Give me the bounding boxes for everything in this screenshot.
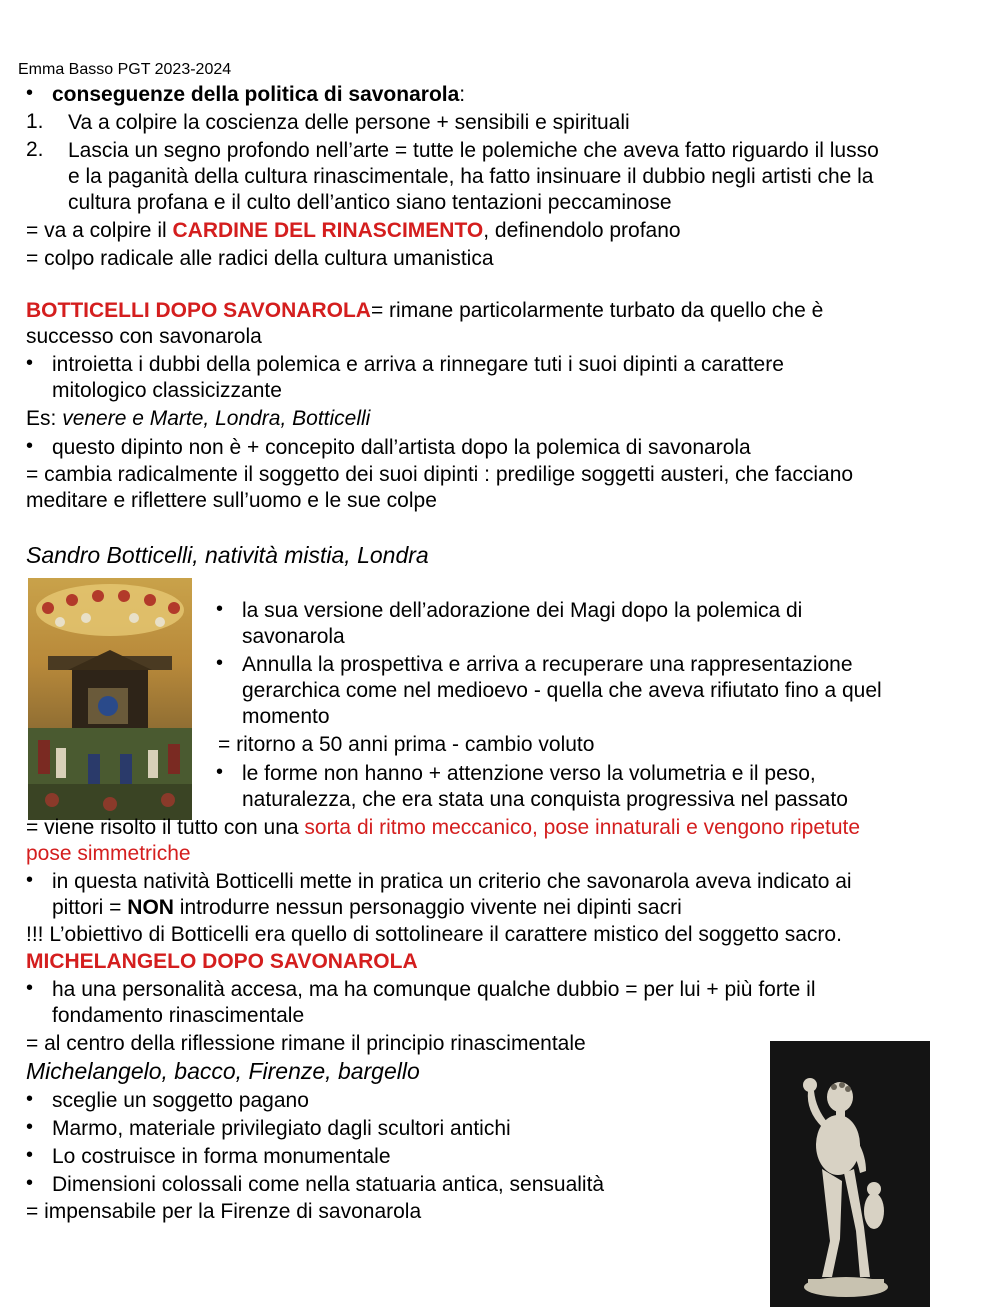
bullet: • bbox=[26, 82, 34, 104]
section-title-michelangelo: MICHELANGELO DOPO SAVONAROLA bbox=[26, 950, 418, 973]
artwork-title: Sandro Botticelli, natività mistia, Londra bbox=[26, 542, 429, 568]
highlight-red-cont: pose simmetriche bbox=[26, 842, 191, 865]
bullet: • bbox=[26, 1144, 34, 1166]
title-red: BOTTICELLI DOPO SAVONAROLA bbox=[26, 299, 371, 322]
list-number: 2. bbox=[26, 138, 44, 161]
artwork-subtitle: Michelangelo, bacco, Firenze, bargello bbox=[26, 1058, 420, 1084]
bullet: • bbox=[26, 977, 34, 999]
text: = rimane particolarmente turbato da quello che è bbox=[370, 299, 824, 322]
bullet-text: introietta i dubbi della polemica e arriva a rinnegare tuti i suoi dipinti a carattere bbox=[52, 353, 784, 376]
bullet: • bbox=[216, 761, 224, 783]
document-header: Emma Basso PGT 2023-2024 bbox=[18, 61, 232, 78]
bullet: • bbox=[26, 435, 34, 457]
list-item-cont: e la paganità della cultura rinascimentale, ha fatto insinuare il dubbio negli artisti che la bbox=[68, 165, 874, 188]
italic-text: venere e Marte, Londra, Botticelli bbox=[62, 407, 371, 430]
bullet-text-cont: savonarola bbox=[242, 625, 345, 648]
equation-line: = ritorno a 50 anni prima - cambio voluto bbox=[218, 733, 595, 756]
bullet: • bbox=[26, 1088, 34, 1110]
highlight-red: CARDINE DEL RINASCIMENTO bbox=[172, 219, 484, 242]
heading-bold-text: conseguenze della politica di savonarola bbox=[52, 83, 460, 106]
text-line: meditare e riflettere sull’uomo e le sue colpe bbox=[26, 489, 437, 512]
list-number: 1. bbox=[26, 110, 44, 133]
list-item: Marmo, materiale privilegiato dagli scultori antichi bbox=[52, 1117, 511, 1140]
equation-line bbox=[26, 218, 681, 244]
bullet-text: questo dipinto non è + concepito dall’artista dopo la polemica di savonarola bbox=[52, 436, 751, 459]
bullet-text: la sua versione dell’adorazione dei Magi dopo la polemica di bbox=[242, 599, 803, 622]
bullet-text-cont bbox=[52, 895, 682, 921]
note-line: !!! L’obiettivo di Botticelli era quello di sottolineare il carattere mistico del soggetto sacro. bbox=[26, 923, 842, 946]
bacchus-statue-image bbox=[770, 1041, 930, 1307]
list-item: Dimensioni colossali come nella statuaria antica, sensualità bbox=[52, 1173, 605, 1196]
list-item-cont: cultura profana e il culto dell’antico siano tentazioni peccaminose bbox=[68, 191, 672, 214]
equation-line: = impensabile per la Firenze di savonarola bbox=[26, 1200, 422, 1223]
text: = va a colpire il bbox=[26, 219, 173, 242]
bullet: • bbox=[26, 352, 34, 374]
example-line bbox=[26, 406, 370, 432]
list-item: Lo costruisce in forma monumentale bbox=[52, 1145, 391, 1168]
list-item: Va a colpire la coscienza delle persone + sensibili e spirituali bbox=[68, 111, 630, 134]
equation-line: = al centro della riflessione rimane il principio rinascimentale bbox=[26, 1032, 586, 1055]
bullet-text-cont: mitologico classicizzante bbox=[52, 379, 282, 402]
text: Es: bbox=[26, 407, 63, 430]
bullet-text-cont: naturalezza, che era stata una conquista progressiva nel passato bbox=[242, 788, 848, 811]
text: introdurre nessun personaggio vivente nei dipinti sacri bbox=[173, 896, 682, 919]
equation-line: = colpo radicale alle radici della cultura umanistica bbox=[26, 247, 494, 270]
text: pittori = bbox=[52, 896, 128, 919]
bold-text: NON bbox=[127, 896, 174, 919]
text: = viene risolto il tutto con una bbox=[26, 816, 305, 839]
list-item: Lascia un segno profondo nell’arte = tutte le polemiche che aveva fatto riguardo il lusso bbox=[68, 139, 879, 162]
bullet: • bbox=[26, 1116, 34, 1138]
bullet: • bbox=[26, 1172, 34, 1194]
equation-line: = cambia radicalmente il soggetto dei suoi dipinti : predilige soggetti austeri, che facciano bbox=[26, 463, 854, 486]
section-title-botticelli bbox=[26, 298, 823, 324]
bullet: • bbox=[216, 652, 224, 674]
list-item: sceglie un soggetto pagano bbox=[52, 1089, 309, 1112]
bullet-text: le forme non hanno + attenzione verso la volumetria e il peso, bbox=[242, 762, 816, 785]
bullet: • bbox=[216, 598, 224, 620]
bullet-text-cont: gerarchica come nel medioevo - quella che aveva rifiutato fino a quel bbox=[242, 679, 882, 702]
bullet-text: Annulla la prospettiva e arriva a recuperare una rappresentazione bbox=[242, 653, 853, 676]
bullet: • bbox=[26, 869, 34, 891]
highlight-red: sorta di ritmo meccanico, pose innaturali e vengono ripetute bbox=[304, 816, 861, 839]
equation-line bbox=[26, 815, 860, 841]
bullet-text-cont: fondamento rinascimentale bbox=[52, 1004, 305, 1027]
nativity-painting-image bbox=[28, 578, 192, 820]
bullet-text: ha una personalità accesa, ma ha comunque qualche dubbio = per lui + più forte il bbox=[52, 978, 816, 1001]
section-heading bbox=[52, 82, 465, 108]
bullet-text-cont: momento bbox=[242, 705, 330, 728]
text-line: successo con savonarola bbox=[26, 325, 262, 348]
heading-colon: : bbox=[459, 83, 466, 106]
text: , definendolo profano bbox=[483, 219, 681, 242]
bullet-text: in questa natività Botticelli mette in pratica un criterio che savonarola aveva indicato ai bbox=[52, 870, 852, 893]
